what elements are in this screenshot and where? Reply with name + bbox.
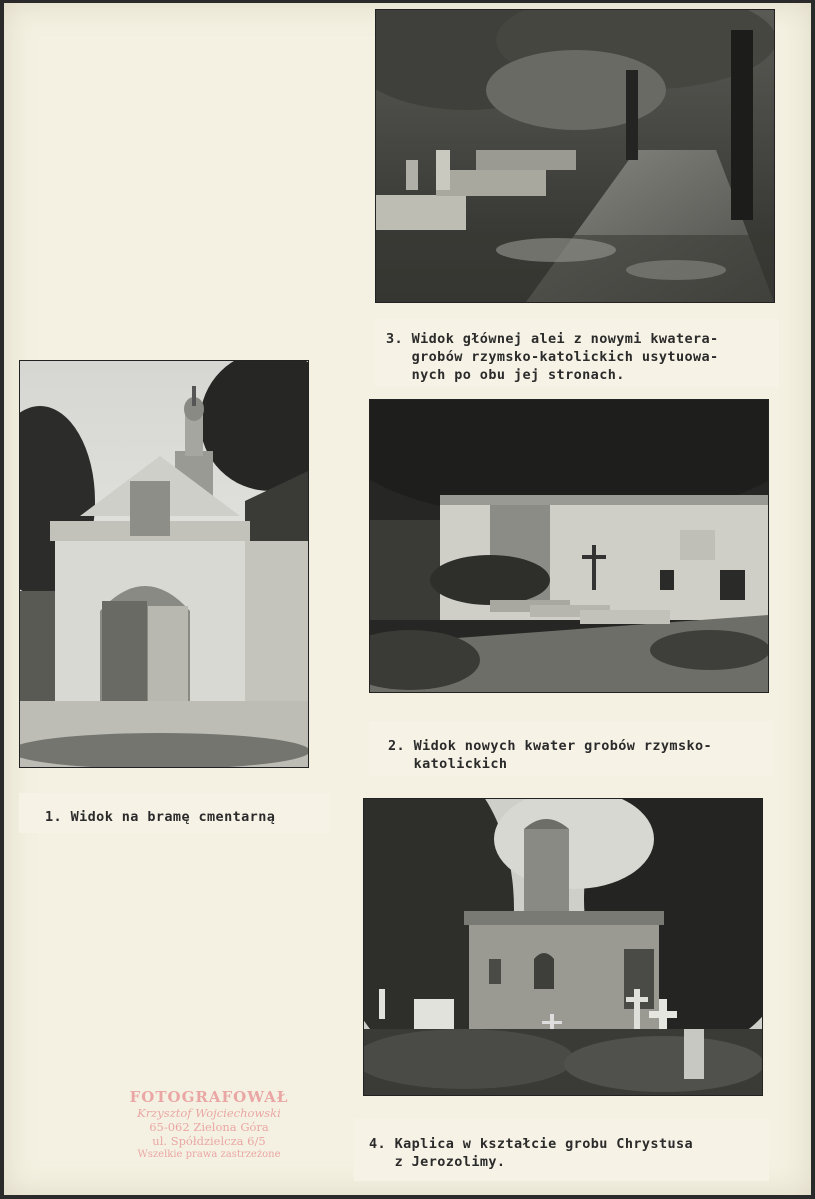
chapel-image (364, 799, 762, 1095)
stamp-line5: Wszelkie prawa zastrzeżone (137, 1149, 281, 1160)
stamp-line1: FOTOGRAFOWAŁ (129, 1088, 289, 1106)
photographer-stamp (104, 1089, 314, 1161)
caption-2-line2: katolickich (388, 756, 508, 772)
caption-4-line1: 4. Kaplica w kształcie grobu Chrystusa (369, 1136, 694, 1152)
stamp-line3: 65-062 Zielona Góra (149, 1120, 269, 1134)
photo-chapel (363, 798, 763, 1096)
caption-4-line2: z Jerozolimy. (369, 1154, 506, 1170)
caption-3-line2: grobów rzymsko-katolickich usytuowa- (386, 349, 719, 365)
stamp-line4: ul. Spółdzielcza 6/5 (152, 1134, 266, 1148)
gate-image (20, 361, 308, 767)
stamp-line2: Krzysztof Wojciechowski (137, 1106, 281, 1120)
caption-2-line1: 2. Widok nowych kwater grobów rzymsko- (388, 738, 713, 754)
caption-1: 1. Widok na bramę cmentarną (45, 809, 276, 825)
caption-3-line1: 3. Widok głównej alei z nowymi kwatera- (386, 331, 719, 347)
album-page (4, 3, 811, 1195)
graves-image (370, 400, 768, 692)
caption-3-line3: nych po obu jej stronach. (386, 367, 625, 383)
photo-cemetery-gate (19, 360, 309, 768)
photo-new-graves (369, 399, 769, 693)
photo-main-alley (375, 9, 775, 303)
alley-image (376, 10, 774, 302)
